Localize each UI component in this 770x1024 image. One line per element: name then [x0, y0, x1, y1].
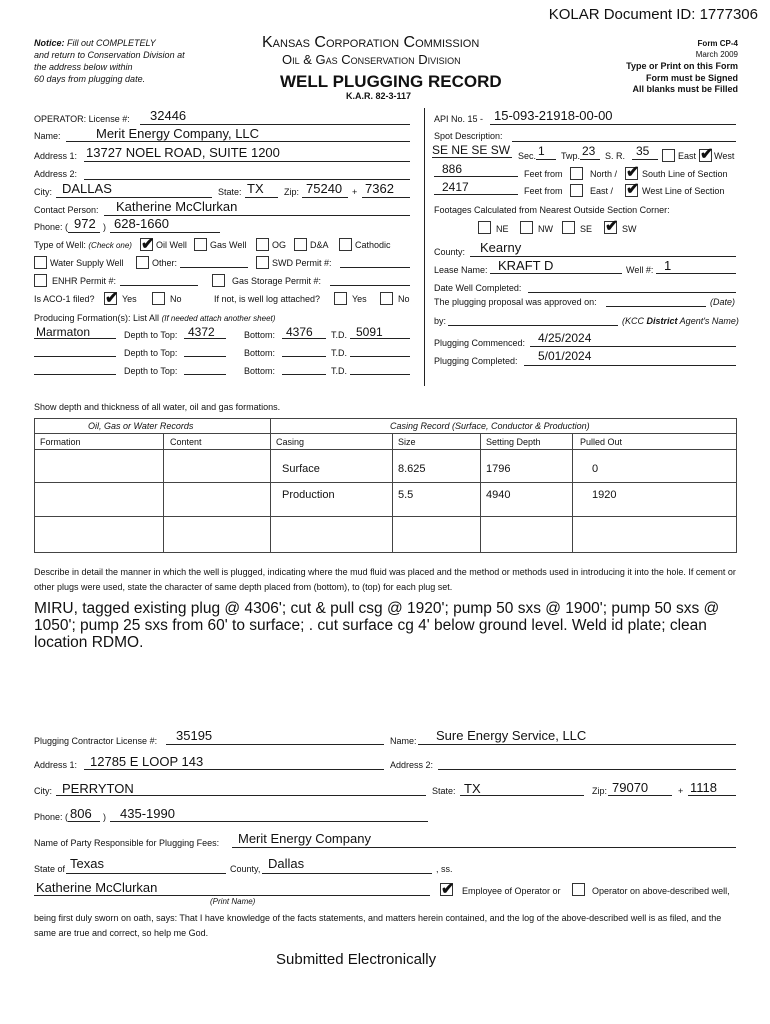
contractor-phone-close: ) — [103, 812, 106, 822]
contractor-name-value[interactable]: Sure Energy Service, LLC — [436, 728, 587, 743]
operator-address2-label: Address 2: — [34, 169, 78, 179]
casing-record-title: Casing Record (Surface, Conductor & Production) — [390, 421, 590, 431]
sec-value[interactable]: 1 — [538, 144, 545, 158]
depth-top-line — [184, 356, 226, 357]
contractor-state-value[interactable]: TX — [464, 781, 481, 796]
pulled-cell[interactable]: 1920 — [592, 489, 617, 501]
county-of-value[interactable]: Dallas — [268, 856, 305, 871]
log-attached-label: If not, is well log attached? — [214, 294, 321, 304]
feet-from-ns-label: Feet from — [524, 169, 563, 179]
operator-city-line — [56, 197, 212, 198]
operator-license-value[interactable]: 32446 — [150, 108, 187, 123]
operator-zip-line — [302, 197, 348, 198]
twp-label: Twp. — [561, 151, 581, 161]
table-row-divider-1 — [34, 482, 736, 483]
contractor-name-label: Name: — [390, 736, 417, 746]
enhr-line — [120, 285, 198, 286]
td-value[interactable]: 5091 — [356, 325, 383, 339]
east-line-checkbox[interactable] — [570, 184, 583, 197]
west-label: West — [714, 151, 735, 161]
well-type-label — [34, 240, 132, 250]
aco1-yes-label: Yes — [122, 294, 137, 304]
column-divider — [424, 108, 425, 386]
producing-formations-title: Producing Formation(s): List All — [34, 313, 160, 323]
approved-date-note: (Date) — [710, 297, 736, 307]
pulled-cell[interactable]: 0 — [592, 463, 599, 475]
state-of-value[interactable]: Texas — [70, 856, 104, 871]
depth-top-label: Depth to Top: — [124, 366, 178, 376]
north-label: North / — [590, 169, 618, 179]
approved-label: The plugging proposal was approved on: — [434, 297, 597, 307]
employee-label: Employee of Operator or — [462, 886, 561, 896]
contractor-phone-line — [110, 821, 428, 822]
operator-phone-area-line — [68, 232, 100, 233]
contractor-zip4-line — [688, 795, 736, 796]
table-col-split-main — [270, 418, 271, 552]
feet-ns-line — [434, 176, 518, 177]
cathodic-checkbox[interactable] — [339, 238, 352, 251]
td-label: T.D. — [331, 366, 348, 376]
notice-line3: the address below within — [34, 62, 133, 72]
table-border-right — [736, 418, 737, 553]
contact-person-value[interactable]: Katherine McClurkan — [116, 199, 238, 214]
lease-name-label: Lease Name: — [434, 265, 488, 275]
lease-name-value[interactable]: KRAFT D — [498, 258, 554, 273]
operator-name-value[interactable]: Merit Energy Company, LLC — [96, 126, 260, 141]
plugging-commenced-label: Plugging Commenced: — [434, 338, 526, 348]
water-supply-label: Water Supply Well — [50, 258, 124, 268]
aco1-yes-check-mark: ✔ — [105, 290, 119, 307]
twp-value[interactable]: 23 — [582, 144, 596, 158]
se-checkbox[interactable] — [562, 221, 575, 234]
og-checkbox[interactable] — [256, 238, 269, 251]
operator-phone-area-value[interactable]: 972 — [74, 216, 96, 231]
feet-ew-line — [434, 194, 518, 195]
operator-address2-line — [84, 179, 410, 180]
operator-address1-value[interactable]: 13727 NOEL ROAD, SUITE 1200 — [86, 145, 280, 160]
size-cell[interactable]: 8.625 — [398, 463, 426, 475]
contractor-zip-plus: + — [678, 786, 684, 796]
operator-zip-label: Zip: — [284, 187, 300, 197]
depth-cell[interactable]: 1796 — [486, 463, 511, 475]
operator-city-value[interactable]: DALLAS — [62, 181, 112, 196]
form-title: WELL PLUGGING RECORD — [280, 72, 502, 91]
contractor-address2-line — [438, 769, 736, 770]
swd-checkbox[interactable] — [256, 256, 269, 269]
oath-text: being first duly sworn on oath, says: That I have knowledge of the facts statements, and matters herein contained, and the log of the above-described well is as filed, and the same are true and correct, so help me God. — [34, 913, 722, 938]
contact-person-label: Contact Person: — [34, 205, 99, 215]
kcc-agent-note — [622, 316, 739, 326]
bottom-value[interactable]: 4376 — [286, 325, 313, 339]
contractor-city-label: City: — [34, 786, 52, 796]
fees-party-line — [232, 847, 736, 848]
contractor-address2-label: Address 2: — [390, 760, 434, 770]
plugging-commenced-value[interactable]: 4/25/2024 — [538, 331, 592, 345]
well-number-line — [656, 273, 736, 274]
signer-line — [34, 895, 430, 896]
west-line-label: West Line of Section — [642, 186, 725, 196]
operator-checkbox[interactable] — [572, 883, 585, 896]
cathodic-label: Cathodic — [355, 240, 391, 250]
plugging-completed-line — [524, 365, 736, 366]
table-col-split-size — [392, 434, 393, 552]
plugging-completed-value[interactable]: 5/01/2024 — [538, 349, 592, 363]
contractor-name-line — [418, 744, 736, 745]
operator-zip-plus: + — [352, 187, 358, 197]
contractor-zip-value[interactable]: 79070 — [612, 780, 649, 795]
notice-label: Notice: — [34, 38, 65, 48]
depth-top-label: Depth to Top: — [124, 348, 178, 358]
feet-ns-value[interactable]: 886 — [442, 162, 463, 176]
bottom-line — [282, 374, 326, 375]
col-size: Size — [398, 437, 416, 447]
other-checkbox[interactable] — [136, 256, 149, 269]
producing-formations-label — [34, 313, 275, 323]
show-depth-note: Show depth and thickness of all water, oil and gas formations. — [34, 402, 281, 412]
table-row-divider-2 — [34, 516, 736, 517]
operator-address1-line — [84, 161, 410, 162]
api-value[interactable]: 15-093-21918-00-00 — [494, 108, 613, 123]
spot-description-line — [512, 141, 736, 142]
formation-value[interactable]: Marmaton — [36, 325, 91, 339]
log-yes-checkbox[interactable] — [334, 292, 347, 305]
da-checkbox[interactable] — [294, 238, 307, 251]
contractor-city-value[interactable]: PERRYTON — [62, 781, 134, 796]
spot-description-label: Spot Description: — [434, 131, 503, 141]
table-border-left — [34, 418, 35, 552]
oil-well-check-mark: ✔ — [141, 236, 155, 253]
table-header-divider — [34, 449, 736, 450]
depth-top-line — [184, 374, 226, 375]
table-col-split-content — [163, 434, 164, 552]
og-label: OG — [272, 240, 287, 250]
depth-cell[interactable]: 4940 — [486, 489, 511, 501]
producing-formations-note: (If needed attach another sheet) — [161, 314, 276, 323]
spot-line — [432, 157, 512, 158]
depth-top-label: Depth to Top: — [124, 330, 178, 340]
range-value[interactable]: 35 — [636, 144, 650, 158]
instruction-3: All blanks must be Filled — [632, 84, 738, 94]
table-border-bottom — [34, 552, 736, 553]
casing-cell[interactable]: Surface — [282, 463, 320, 475]
da-label: D&A — [310, 240, 329, 250]
contractor-zip-line — [608, 795, 672, 796]
operator-zip-value[interactable]: 75240 — [306, 181, 343, 196]
plugging-commenced-line — [530, 346, 736, 347]
contractor-phone-area-line — [68, 821, 100, 822]
kcc-note-c: Agent's Name) — [677, 316, 739, 326]
enhr-checkbox[interactable] — [34, 274, 47, 287]
aco1-no-checkbox[interactable] — [152, 292, 165, 305]
contractor-address1-line — [84, 769, 384, 770]
gas-well-checkbox[interactable] — [194, 238, 207, 251]
table-border-top — [34, 418, 736, 419]
state-of-line — [66, 873, 226, 874]
gas-storage-checkbox[interactable] — [212, 274, 225, 287]
submitted-electronically: Submitted Electronically — [276, 951, 437, 968]
kcc-note-b: District — [646, 316, 678, 326]
ne-label: NE — [496, 224, 509, 234]
sec-label: Sec. — [518, 151, 537, 161]
td-label: T.D. — [331, 330, 348, 340]
bottom-line — [282, 356, 326, 357]
well-number-label: Well #: — [626, 265, 654, 275]
table-col-split-depth — [480, 434, 481, 552]
casing-cell[interactable]: Production — [282, 489, 335, 501]
formation-line — [34, 356, 116, 357]
feet-ew-value[interactable]: 2417 — [442, 180, 469, 194]
ne-checkbox[interactable] — [478, 221, 491, 234]
contractor-state-label: State: — [432, 786, 456, 796]
col-pulled-out: Pulled Out — [580, 437, 623, 447]
size-cell[interactable]: 5.5 — [398, 489, 414, 501]
operator-name-line — [66, 141, 410, 142]
kcc-note-a: (KCC — [622, 316, 647, 326]
td-line — [350, 356, 410, 357]
operator-label: Operator on above-described well, — [592, 886, 730, 896]
col-content: Content — [170, 437, 202, 447]
oil-gas-water-title: Oil, Gas or Water Records — [88, 421, 194, 431]
formation-line — [34, 374, 116, 375]
operator-phone-label: Phone: ( — [34, 222, 69, 232]
bottom-label: Bottom: — [244, 330, 276, 340]
notice-line2: and return to Conservation Division at — [34, 50, 185, 60]
td-line — [350, 374, 410, 375]
county-label: County: — [434, 247, 466, 257]
gas-storage-line — [330, 285, 410, 286]
operator-license-label: OPERATOR: License #: — [34, 114, 130, 124]
bottom-label: Bottom: — [244, 366, 276, 376]
form-date: March 2009 — [695, 50, 738, 59]
aco1-no-label: No — [170, 294, 182, 304]
range-line — [632, 159, 658, 160]
contractor-license-value[interactable]: 35195 — [176, 728, 213, 743]
nw-label: NW — [538, 224, 553, 234]
swd-label: SWD Permit #: — [272, 258, 332, 268]
operator-phone-value[interactable]: 628-1660 — [114, 216, 169, 231]
east-label: East — [678, 151, 697, 161]
log-no-checkbox[interactable] — [380, 292, 393, 305]
west-check-mark: ✔ — [700, 146, 714, 163]
other-label: Other: — [152, 258, 178, 268]
instruction-1: Type or Print on this Form — [626, 61, 738, 71]
sec-line — [536, 159, 556, 160]
enhr-label: ENHR Permit #: — [52, 276, 117, 286]
county-value[interactable]: Kearny — [480, 240, 522, 255]
nw-checkbox[interactable] — [520, 221, 533, 234]
south-line-label: South Line of Section — [642, 169, 728, 179]
log-no-label: No — [398, 294, 410, 304]
describe-instruction: Describe in detail the manner in which the well is plugged, indicating where the mud fluid was placed and the method or methods used in introducing it into the hole. If cement or other plugs were used, state the character of same depth placed from (bottom), to (top) for each plug set. — [34, 567, 736, 592]
well-number-value[interactable]: 1 — [664, 258, 672, 273]
footages-label: Footages Calculated from Nearest Outside Section Corner: — [434, 205, 670, 215]
contractor-phone-value[interactable]: 435-1990 — [120, 806, 175, 821]
operator-state-label: State: — [218, 187, 242, 197]
agency-name: Kansas Corporation Commission — [262, 34, 480, 51]
sw-check-mark: ✔ — [605, 218, 619, 235]
operator-license-line — [140, 124, 410, 125]
print-name-note: (Print Name) — [210, 897, 256, 906]
operator-zip4-value[interactable]: 7362 — [365, 181, 394, 196]
gas-storage-label: Gas Storage Permit #: — [232, 276, 322, 286]
south-check-mark: ✔ — [626, 164, 640, 181]
contractor-license-line — [166, 744, 384, 745]
operator-name-label: Name: — [34, 131, 61, 141]
date-completed-line — [528, 292, 736, 293]
other-line — [180, 267, 248, 268]
col-setting-depth: Setting Depth — [486, 437, 541, 447]
sw-label: SW — [622, 224, 637, 234]
employee-check-mark: ✔ — [441, 881, 455, 898]
plugging-description[interactable]: MIRU, tagged existing plug @ 4306'; cut & pull csg @ 1920'; pump 50 sxs @ 1900'; pump 50 sxs @ 1050'; pump 25 sxs from 60' to surface; . cut surface cg 4' below ground level. Weld id plate; clean location RDMO. — [34, 600, 720, 651]
contractor-zip-label: Zip: — [592, 786, 608, 796]
east-line-label: East / — [590, 186, 614, 196]
county-of-line — [262, 873, 432, 874]
spot-value[interactable]: SE NE SE SW — [432, 143, 511, 157]
col-casing: Casing — [276, 437, 305, 447]
ss-label: , ss. — [436, 864, 453, 874]
operator-address1-label: Address 1: — [34, 151, 78, 161]
notice-line1: Fill out COMPLETELY — [67, 38, 156, 48]
contractor-phone-label: Phone: ( — [34, 812, 69, 822]
lease-name-line — [490, 273, 622, 274]
north-checkbox[interactable] — [570, 167, 583, 180]
fees-party-label: Name of Party Responsible for Plugging Fees: — [34, 838, 220, 848]
se-label: SE — [580, 224, 593, 234]
well-type-check-one: (Check one) — [88, 241, 132, 250]
document-id: KOLAR Document ID: 1777306 — [548, 6, 758, 23]
water-supply-checkbox[interactable] — [34, 256, 47, 269]
contractor-phone-area-value[interactable]: 806 — [70, 806, 92, 821]
operator-zip4-line — [362, 197, 410, 198]
table-title-divider — [34, 433, 736, 434]
operator-state-line — [245, 197, 278, 198]
signer-name[interactable]: Katherine McClurkan — [36, 880, 158, 895]
well-type-title: Type of Well: — [34, 240, 86, 250]
range-label: S. R. — [605, 151, 626, 161]
feet-from-ew-label: Feet from — [524, 186, 563, 196]
operator-phone-close: ) — [103, 222, 106, 232]
date-completed-label: Date Well Completed: — [434, 283, 522, 293]
aco1-label: Is ACO-1 filed? — [34, 294, 95, 304]
bottom-label: Bottom: — [244, 348, 276, 358]
contractor-address1-label: Address 1: — [34, 760, 78, 770]
division-name: Oil & Gas Conservation Division — [282, 52, 461, 67]
col-formation: Formation — [40, 437, 81, 447]
contractor-zip4-value[interactable]: 1118 — [690, 780, 717, 795]
depth-top-value[interactable]: 4372 — [188, 325, 215, 339]
gas-well-label: Gas Well — [210, 240, 247, 250]
td-label: T.D. — [331, 348, 348, 358]
table-col-split-pulled — [572, 434, 573, 552]
approved-line — [606, 306, 706, 307]
api-line — [490, 124, 736, 125]
county-of-label: County, — [230, 864, 261, 874]
east-checkbox[interactable] — [662, 149, 675, 162]
by-line — [448, 325, 618, 326]
by-label: by: — [434, 316, 447, 326]
notice-line4: 60 days from plugging date. — [34, 74, 146, 84]
notice-block — [34, 37, 185, 85]
fees-party-value[interactable]: Merit Energy Company — [238, 831, 371, 846]
kar-reference: K.A.R. 82-3-117 — [346, 91, 412, 101]
oil-well-label: Oil Well — [156, 240, 187, 250]
log-yes-label: Yes — [352, 294, 367, 304]
county-line — [470, 256, 736, 257]
operator-city-label: City: — [34, 187, 52, 197]
form-number: Form CP-4 — [697, 39, 738, 48]
swd-line — [340, 267, 410, 268]
state-of-label: State of — [34, 864, 66, 874]
twp-line — [580, 159, 600, 160]
plugging-completed-label: Plugging Completed: — [434, 356, 518, 366]
operator-phone-line — [110, 232, 220, 233]
contractor-address1-value[interactable]: 12785 E LOOP 143 — [90, 754, 204, 769]
operator-state-value[interactable]: TX — [247, 181, 264, 196]
instruction-2: Form must be Signed — [645, 73, 738, 83]
contractor-license-label: Plugging Contractor License #: — [34, 736, 158, 746]
west-line-check-mark: ✔ — [626, 181, 640, 198]
api-label: API No. 15 - — [434, 114, 484, 124]
